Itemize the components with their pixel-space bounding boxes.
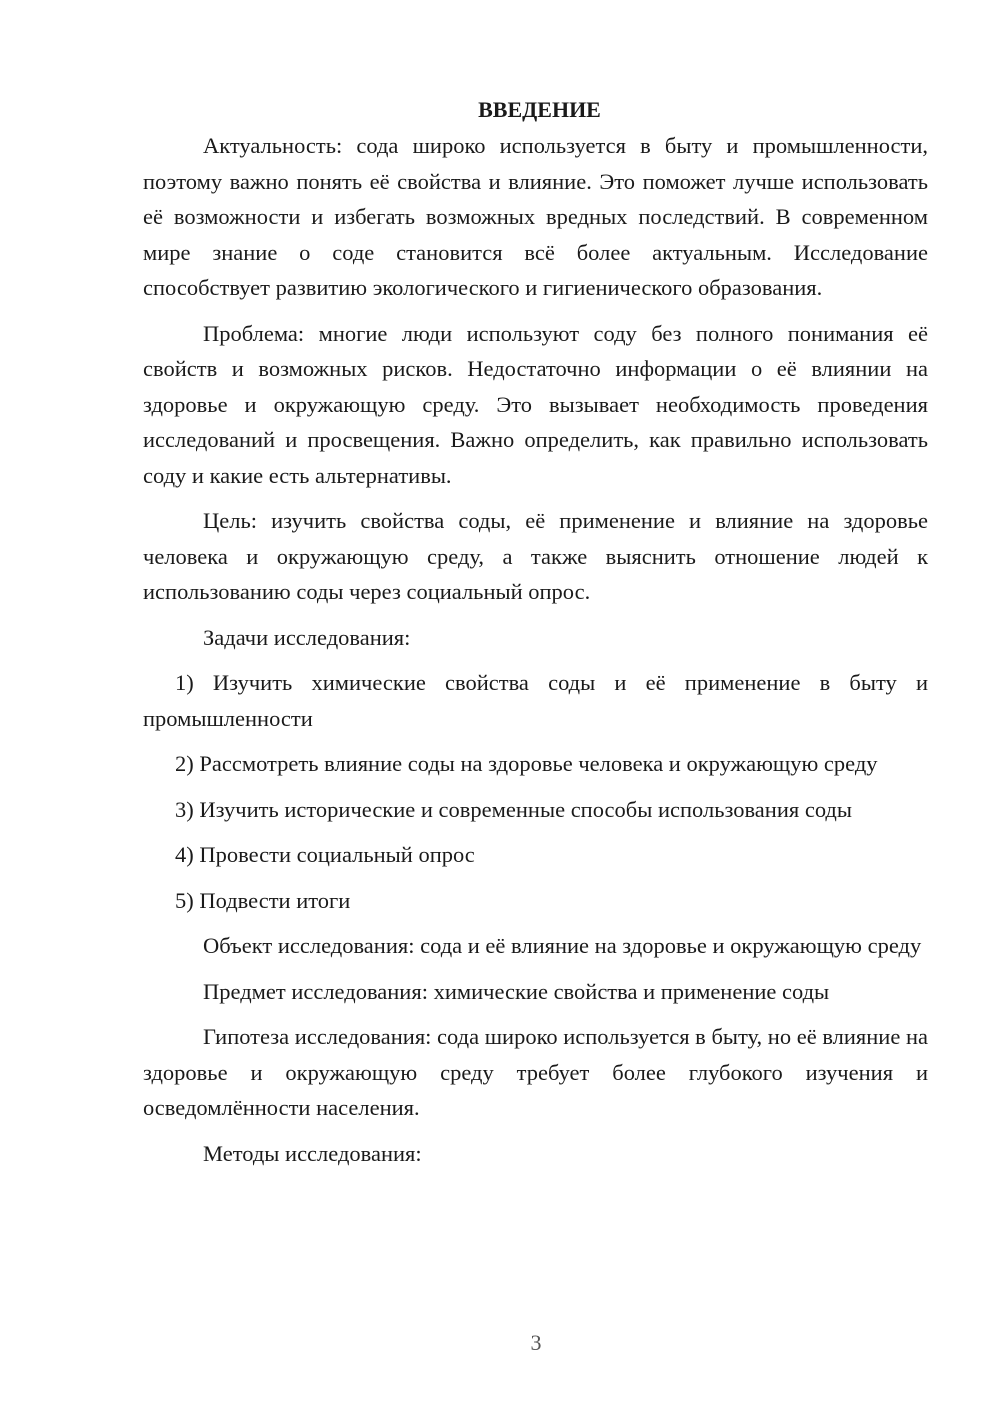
task-item: 1) Изучить химические свойства соды и её применение в быту и промышленности	[143, 670, 928, 731]
page-content	[143, 92, 928, 1181]
subject-paragraph: Предмет исследования: химические свойства и применение соды	[203, 978, 830, 1004]
task-item: 2) Рассмотреть влияние соды на здоровье человека и окружающую среду	[175, 751, 878, 776]
section-title: ВВЕДЕНИЕ	[478, 97, 601, 122]
hypothesis-paragraph: Гипотеза исследования: сода широко используется в быту, но её влияние на здоровье и окружающую среду требует более глубокого изучения и осведомлённости населения.	[143, 1024, 928, 1120]
methods-heading: Методы исследования:	[203, 1140, 422, 1166]
object-paragraph: Объект исследования: сода и её влияние на здоровье и окружающую среду	[203, 933, 922, 958]
tasks-heading: Задачи исследования:	[203, 624, 411, 650]
goal-paragraph: Цель: изучить свойства соды, её применение и влияние на здоровье человека и окружающую среду, а также выяснить отношение людей к использованию соды через социальный опрос.	[143, 508, 928, 604]
page-number: 3	[530, 1330, 542, 1355]
task-item: 5) Подвести итоги	[175, 887, 351, 913]
task-item: 3) Изучить исторические и современные способы использования соды	[175, 796, 852, 822]
relevance-paragraph: Актуальность: сода широко используется в быту и промышленности, поэтому важно понять её свойства и влияние. Это поможет лучше использовать её возможности и избегать возможных вредных последствий. В современном мире знание о соде становится всё более актуальным. Исследование способствует развитию экологического и гигиенического образования.	[143, 133, 928, 300]
task-item: 4) Провести социальный опрос	[175, 842, 475, 867]
problem-paragraph: Проблема: многие люди используют соду без полного понимания её свойств и возможных рисков. Недостаточно информации о её влиянии на здоровье и окружающую среду. Это вызывает необходимость проведения исследований и просвещения. Важно определить, как правильно использовать соду и какие есть альтернативы.	[143, 320, 928, 488]
